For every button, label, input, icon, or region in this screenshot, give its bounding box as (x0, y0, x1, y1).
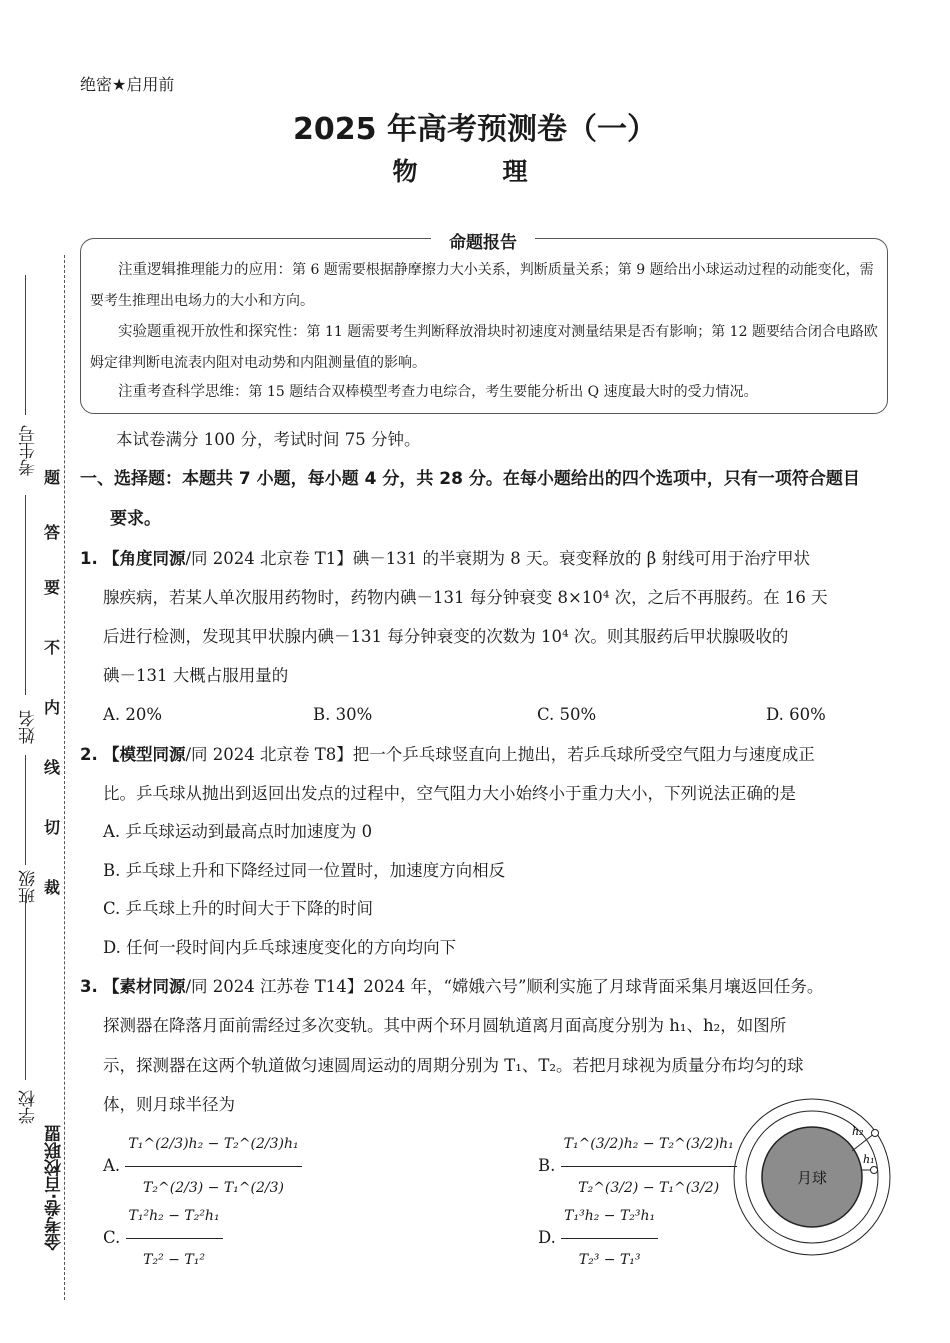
q2-option-d[interactable]: D. 任何一段时间内乒乓球速度变化的方向均向下 (103, 938, 457, 957)
cut-char-4: 内 (44, 698, 61, 717)
report-paragraph-3: 注重考查科学思维：第 15 题结合双棒模型考查力电综合，考生要能分析出 Q 速度最大时的受力情况。 (118, 384, 758, 400)
q3-option-c-fraction: $\frac{\text{T₁²h₂ − T₂²h₁}}{\text{T₂² − T₁²}}$ (126, 1197, 223, 1280)
cut-char-1: 裁 (44, 878, 61, 897)
school-label: 学校 (19, 1090, 39, 1124)
cut-char-2: 切 (44, 818, 61, 837)
q3-option-d-fraction: $\frac{\text{T₁³h₂ − T₂³h₁}}{\text{T₂³ − T₁³}}$ (561, 1197, 658, 1280)
name-label: 姓名 (19, 710, 39, 744)
q3-option-b-fraction: $\frac{\text{T₁\textasciicircum{}(3/2)h₂ − T₂\textasciicircum{}(3/2)h₁}}{\text{T₂\textasciicircum{}(3/2) − T₁\textasciicircum{}(3/2)}}$ (561, 1125, 737, 1208)
confidential-label: 绝密★启用前 (80, 75, 175, 94)
cut-char-5: 不 (44, 638, 61, 657)
report-paragraph-2: 实验题重视开放性和探究性：第 11 题需要考生判断释放滑块时初速度对测量结果是否有影响；第 12 题要结合闭合电路欧姆定律判断电流表内阻对电动势和内阻测量值的影响。 (90, 324, 878, 371)
cut-char-3: 线 (44, 758, 61, 777)
binding-margin (8, 255, 68, 1305)
question-1-line-3: 后进行检测，发现其甲状腺内碘－131 每分钟衰变的次数为 10⁴ 次。则其服药后甲状腺吸收的 (103, 627, 789, 646)
q2-option-a[interactable]: A. 乒乓球运动到最高点时加速度为 0 (103, 822, 373, 841)
exam-no-line (25, 275, 26, 415)
brand-label: 金考卷·百校联盟 (45, 1125, 65, 1251)
outer-probe (872, 1130, 879, 1137)
h1-label: h₁ (863, 1153, 875, 1166)
q3-option-b[interactable]: B. $\frac{\text{T₁\textasciicircum{}(3/2)h₂ − T₂\textasciicircum{}(3/2)h₁}}{\text{T₂\textasciicircum{}(3/2) − T₁\textasciicircum{}(3/2)}}$ (538, 1125, 737, 1208)
q3-option-c[interactable]: C. $\frac{\text{T₁²h₂ − T₂²h₁}}{\text{T₂² − T₁²}}$ (103, 1197, 223, 1280)
question-3-line-2: 探测器在降落月面前需经过多次变轨。其中两个环月圆轨道离月面高度分别为 h₁、h₂，如图所 (103, 1016, 787, 1035)
exam-title: 2025 年高考预测卷（一） (293, 112, 657, 147)
question-1-line-2: 腺疾病，若某人单次服用药物时，药物内碘－131 每分钟衰变 8×10⁴ 次，之后不再服药。在 16 天 (103, 588, 828, 607)
q3-option-a[interactable]: A. $\frac{\text{T₁\textasciicircum{}(2/3)h₂ − T₂\textasciicircum{}(2/3)h₁}}{\text{T₂\textasciicircum{}(2/3) − T₁\textasciicircum{}(2/3)}}$ (103, 1125, 302, 1208)
exam-subject: 物 理 (392, 157, 558, 186)
cut-char-6: 要 (44, 578, 61, 597)
cut-char-7: 答 (44, 523, 61, 542)
q3-option-a-fraction: $\frac{\text{T₁\textasciicircum{}(2/3)h₂ − T₂\textasciicircum{}(2/3)h₁}}{\text{T₂\textasciicircum{}(2/3) − T₁\textasciicircum{}(2/3)}}$ (125, 1125, 301, 1208)
h2-label: h₂ (852, 1125, 864, 1138)
report-paragraph-1: 注重逻辑推理能力的应用：第 6 题需要根据静摩擦力大小关系，判断质量关系；第 9 题给出小球运动过程的动能变化，需要考生推理出电场力的大小和方向。 (90, 262, 874, 309)
q1-option-c[interactable]: C. 50% (537, 705, 597, 724)
question-3: 3. 【素材同源/同 2024 江苏卷 T14】2024 年，“嫦娥六号”顺利实施了月球背面采集月壤返回任务。 (80, 977, 824, 996)
section-1-heading: 一、选择题：本题共 7 小题，每小题 4 分，共 28 分。在每小题给出的四个选项中，只有一项符合题目 (80, 469, 860, 489)
inner-probe (871, 1167, 878, 1174)
question-2-line-2: 比。乒乓球从抛出到返回出发点的过程中，空气阻力大小始终小于重力大小，下列说法正确的是 (103, 784, 796, 803)
cut-char-8: 题 (44, 468, 61, 487)
question-1-line-4: 碘－131 大概占服用量的 (103, 666, 289, 685)
question-3-line-4: 体，则月球半径为 (103, 1095, 235, 1114)
moon-label: 月球 (796, 1169, 828, 1187)
class-label: 班级 (19, 870, 39, 904)
exam-intro: 本试卷满分 100 分，考试时间 75 分钟。 (116, 430, 421, 449)
exam-no-label: 考生号 (19, 425, 39, 476)
school-line (25, 895, 26, 1080)
q2-option-c[interactable]: C. 乒乓球上升的时间大于下降的时间 (103, 899, 374, 918)
q1-option-b[interactable]: B. 30% (313, 705, 373, 724)
q1-option-d[interactable]: D. 60% (766, 705, 826, 724)
report-heading: 命题报告 (0, 228, 950, 253)
q3-option-d[interactable]: D. $\frac{\text{T₁³h₂ − T₂³h₁}}{\text{T₂³ − T₁³}}$ (538, 1197, 658, 1280)
section-1-heading-cont: 要求。 (110, 509, 161, 529)
question-3-line-3: 示，探测器在这两个轨道做匀速圆周运动的周期分别为 T₁、T₂。若把月球视为质量分布均匀的球 (103, 1056, 804, 1075)
class-line (25, 755, 26, 865)
q1-option-a[interactable]: A. 20% (103, 705, 163, 724)
q2-option-b[interactable]: B. 乒乓球上升和下降经过同一位置时，加速度方向相反 (103, 861, 506, 880)
moon-orbit-figure (730, 1095, 900, 1265)
name-line (25, 495, 26, 695)
question-1: 1. 【角度同源/同 2024 北京卷 T1】碘－131 的半衰期为 8 天。衰变释放的 β 射线可用于治疗甲状 (80, 549, 811, 568)
question-2: 2. 【模型同源/同 2024 北京卷 T8】把一个乒乓球竖直向上抛出，若乒乓球所受空气阻力与速度成正 (80, 745, 815, 764)
